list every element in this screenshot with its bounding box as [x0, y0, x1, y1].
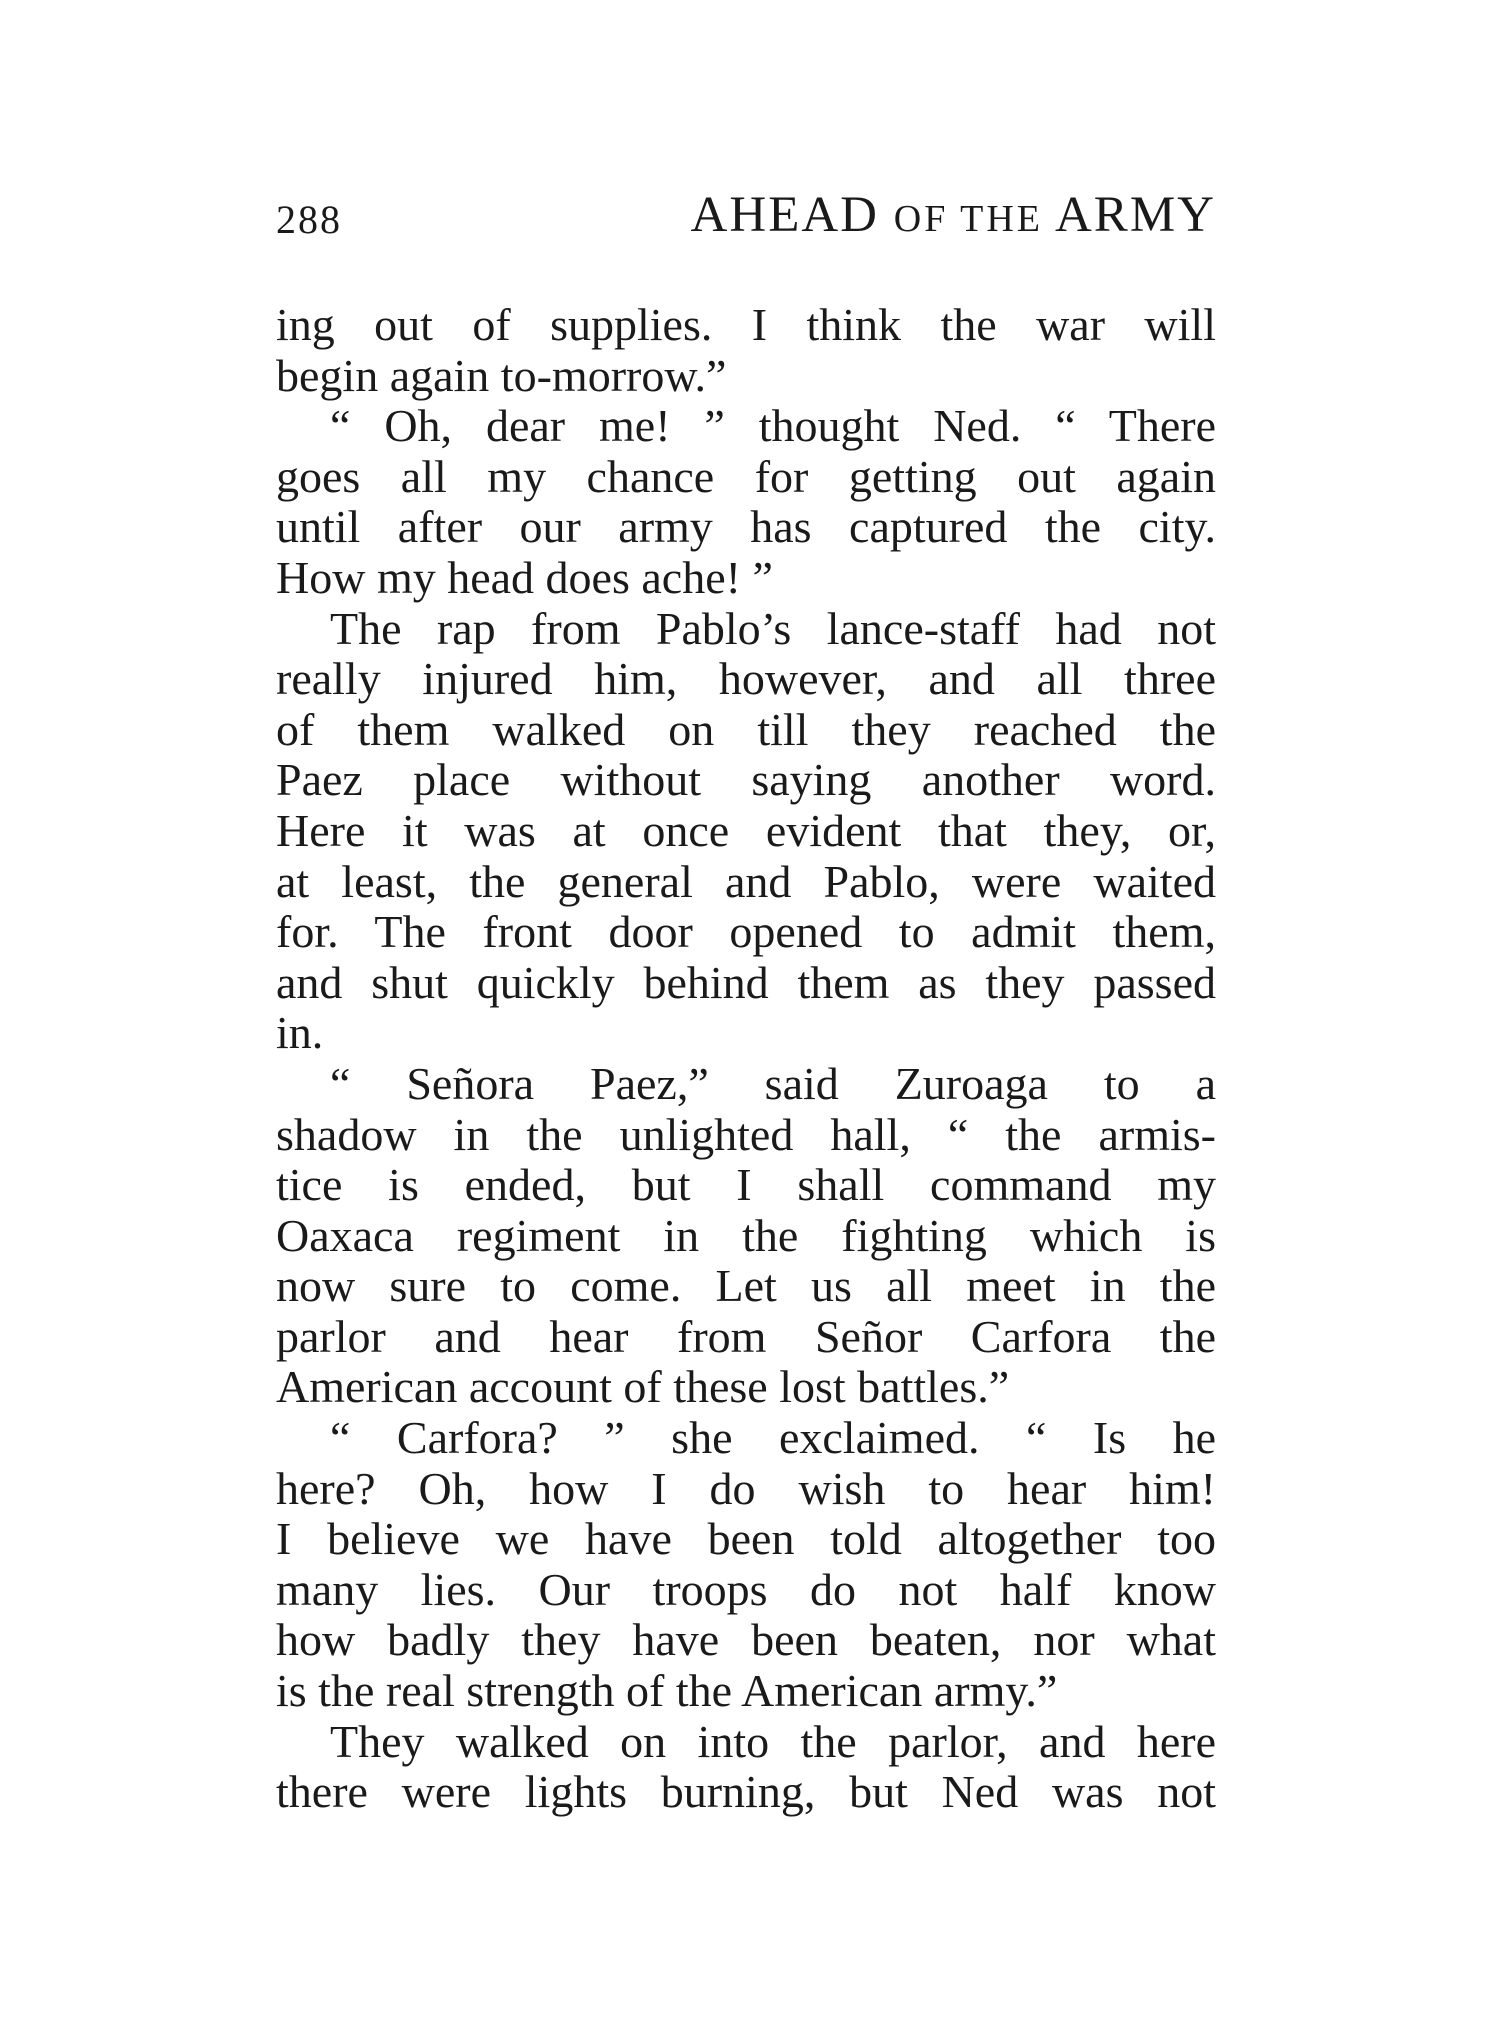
text-line: here? Oh, how I do wish to hear him! — [276, 1462, 1216, 1514]
text-line: goes all my chance for getting out again — [276, 450, 1216, 502]
text-line: ing out of supplies. I think the war will — [276, 299, 1216, 350]
text-line: “ Carfora? ” she exclaimed. “ Is he — [330, 1412, 1216, 1464]
text-line: parlor and hear from Señor Carfora the — [276, 1310, 1216, 1362]
text-line: now sure to come. Let us all meet in the — [276, 1260, 1216, 1312]
page-header — [276, 186, 1216, 256]
text-line: I believe we have been told altogether too — [276, 1513, 1216, 1565]
text-line: Oaxaca regiment in the fighting which is — [276, 1209, 1216, 1261]
page-number: 288 — [276, 197, 342, 242]
text-line: American account of these lost battles.” — [276, 1361, 1010, 1413]
text-line: in. — [276, 1007, 324, 1059]
text-line: shadow in the unlighted hall, “ the armis- — [276, 1108, 1216, 1160]
text-line: there were lights burning, but Ned was not — [276, 1766, 1216, 1818]
running-head — [691, 186, 1216, 244]
text-line: begin again to-morrow.” — [276, 349, 727, 401]
text-line: “ Oh, dear me! ” thought Ned. “ There — [330, 400, 1216, 452]
text-line: how badly they have been beaten, nor what — [276, 1614, 1216, 1666]
body-text — [276, 300, 1216, 1818]
text-line: The rap from Pablo’s lance-staff had not — [330, 602, 1216, 654]
running-head-word-of-the: OF THE — [893, 198, 1044, 240]
text-line: Here it was at once evident that they, or, — [276, 804, 1216, 856]
text-line: many lies. Our troops do not half know — [276, 1563, 1216, 1615]
text-line: They walked on into the parlor, and here — [330, 1715, 1216, 1767]
text-line: Paez place without saying another word. — [276, 754, 1216, 806]
text-line: “ Señora Paez,” said Zuroaga to a — [330, 1057, 1216, 1109]
text-line: for. The front door opened to admit them, — [276, 906, 1216, 958]
running-head-word-army: ARMY — [1054, 187, 1216, 243]
text-line: really injured him, however, and all three — [276, 653, 1216, 705]
text-line: until after our army has captured the city. — [276, 501, 1216, 553]
text-line: is the real strength of the American army.” — [276, 1665, 1058, 1717]
running-head-word-ahead: AHEAD — [690, 187, 880, 243]
text-line: How my head does ache! ” — [276, 551, 773, 603]
text-line: at least, the general and Pablo, were waited — [276, 855, 1216, 907]
text-line: tice is ended, but I shall command my — [276, 1159, 1216, 1211]
text-line: of them walked on till they reached the — [276, 703, 1216, 755]
text-line: and shut quickly behind them as they passed — [276, 956, 1216, 1008]
